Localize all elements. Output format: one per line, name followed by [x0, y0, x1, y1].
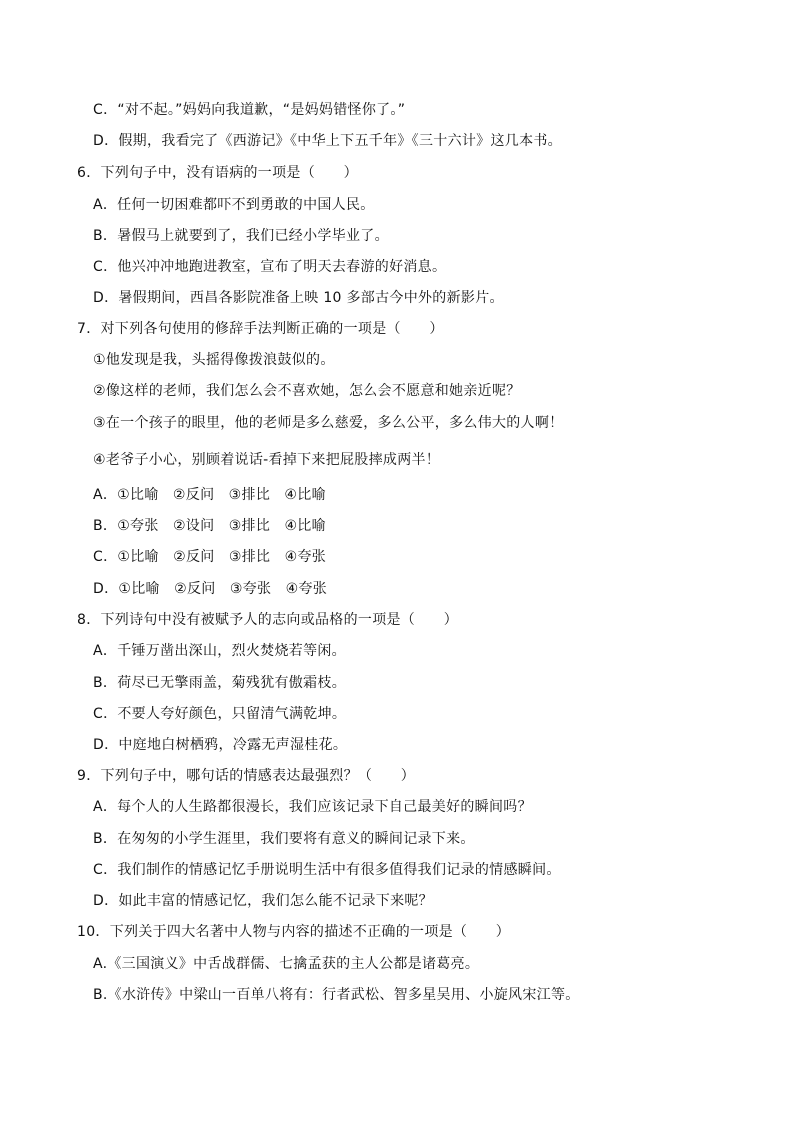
q5-option-d: D．假期，我看完了《西游记》《中华上下五千年》《三十六计》这几本书。 — [93, 133, 562, 149]
q7-option-b: B．①夸张 ②设问 ③排比 ④比喻 — [93, 518, 326, 534]
q8-option-d: D．中庭地白树栖鸦，冷露无声湿桂花。 — [93, 737, 348, 753]
q8-option-b: B．荷尽已无擎雨盖，菊残犹有傲霜枝。 — [93, 675, 347, 691]
q7-option-d: D．①比喻 ②反问 ③夸张 ④夸张 — [93, 581, 328, 597]
q7-sentence-2: ②像这样的老师，我们怎么会不喜欢她，怎么会不愿意和她亲近呢？ — [93, 383, 521, 399]
question-7: 7．对下列各句使用的修辞手法判断正确的一项是（ ） — [77, 321, 444, 337]
question-6: 6．下列句子中，没有语病的一项是（ ） — [77, 165, 358, 181]
q10-option-b: B.《水浒传》中梁山一百单八将有：行者武松、智多星吴用、小旋风宋江等。 — [93, 987, 580, 1003]
q7-sentence-1: ①他发现是我，头摇得像拨浪鼓似的。 — [93, 352, 335, 368]
q7-option-a: A．①比喻 ②反问 ③排比 ④比喻 — [93, 487, 326, 503]
q6-option-d: D．暑假期间，西昌各影院准备上映 10 多部古今中外的新影片。 — [93, 290, 504, 306]
question-8: 8．下列诗句中没有被赋予人的志向或品格的一项是（ ） — [77, 612, 459, 628]
q10-option-a: A.《三国演义》中舌战群儒、七擒孟获的主人公都是诸葛亮。 — [93, 956, 480, 972]
q9-option-a: A．每个人的人生路都很漫长，我们应该记录下自己最美好的瞬间吗？ — [93, 799, 532, 815]
q7-sentence-3: ③在一个孩子的眼里，他的老师是多么慈爱，多么公平，多么伟大的人啊！ — [93, 415, 564, 431]
q8-option-c: C．不要人夸好颜色，只留清气满乾坤。 — [93, 706, 347, 722]
q9-option-c: C．我们制作的情感记忆手册说明生活中有很多值得我们记录的情感瞬间。 — [93, 862, 561, 878]
q9-option-b: B．在匆匆的小学生涯里，我们要将有意义的瞬间记录下来。 — [93, 831, 475, 847]
q7-sentence-4: ④老爷子小心，别顾着说话-看掉下来把屁股摔成两半！ — [93, 452, 441, 468]
q8-option-a: A．千锤万凿出深山，烈火焚烧若等闲。 — [93, 643, 346, 659]
q7-option-c: C．①比喻 ②反问 ③排比 ④夸张 — [93, 549, 327, 565]
q6-option-b: B．暑假马上就要到了，我们已经小学毕业了。 — [93, 228, 389, 244]
q9-option-d: D．如此丰富的情感记忆，我们怎么能不记录下来呢？ — [93, 893, 433, 909]
question-9: 9．下列句子中，哪句话的情感表达最强烈？（ ） — [77, 768, 416, 784]
question-10: 10．下列关于四大名著中人物与内容的描述不正确的一项是（ ） — [77, 924, 511, 940]
q5-option-c: C．“对不起。”妈妈向我道歉，“是妈妈错怪你了。” — [93, 102, 406, 118]
q6-option-c: C．他兴冲冲地跑进教室，宣布了明天去春游的好消息。 — [93, 259, 447, 275]
q6-option-a: A．任何一切困难都吓不到勇敢的中国人民。 — [93, 197, 375, 213]
